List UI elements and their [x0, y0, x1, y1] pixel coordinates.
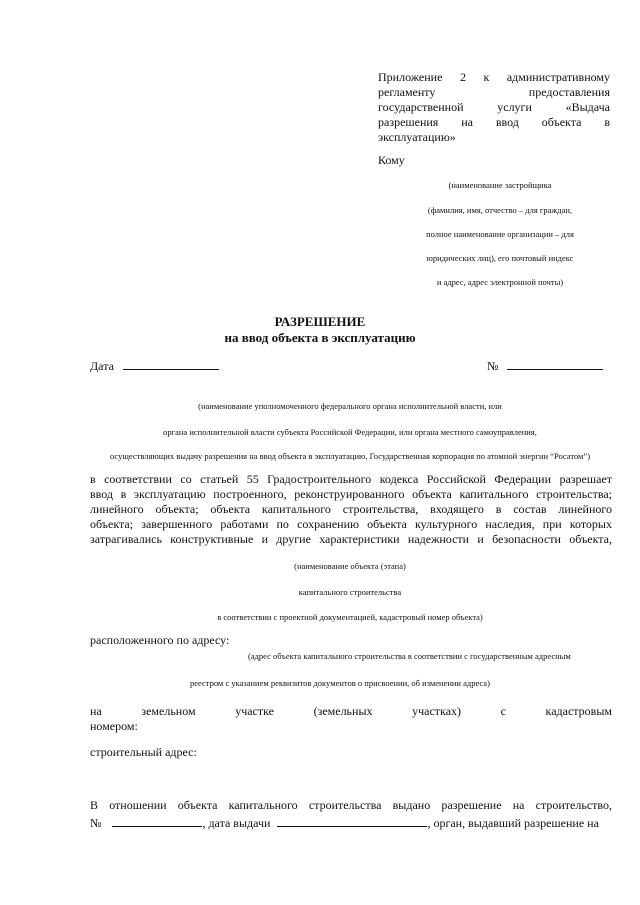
- authority-hint: органа исполнительной власти субъекта Российской Федерации, или органа местного самоуправления,: [163, 427, 537, 437]
- annex-line: эксплуатацию»: [378, 130, 456, 144]
- date-label: Дата: [90, 359, 114, 373]
- page-title: РАЗРЕШЕНИЕ: [274, 314, 366, 329]
- annex-line: регламенту предоставления: [378, 85, 610, 99]
- object-hint: (наименование объекта (этапа): [294, 561, 406, 571]
- object-hint: капитального строительства: [298, 587, 402, 597]
- authority-hint: (наименование уполномоченного федерального органа исполнительной власти, или: [198, 401, 502, 411]
- recipient-hint: юридических лиц), его почтовый индекс: [426, 253, 574, 263]
- recipient-hint: полное наименование организации – для: [426, 229, 574, 239]
- authority-hint: осуществляющих выдачу разрешения на ввод объекта в эксплуатацию, Государственная корпорация по атомной энергии “Росатом”): [109, 451, 591, 461]
- recipient-hint: (фамилия, имя, отчество – для граждан,: [427, 205, 573, 215]
- annex-block: [378, 70, 610, 145]
- land-line-2: номером:: [90, 719, 138, 733]
- recipient-hint: (наименование застройщика: [448, 180, 552, 190]
- issue-number-field[interactable]: [112, 814, 202, 827]
- page-subtitle: на ввод объекта в эксплуатацию: [224, 330, 416, 345]
- number-label: №: [487, 359, 499, 373]
- issue-date-field[interactable]: [277, 814, 427, 827]
- issue-org-label: , орган, выдавший разрешение на: [427, 816, 599, 830]
- issue-row: [90, 814, 620, 831]
- annex-line: Приложение 2 к административному: [378, 70, 610, 84]
- address-hint: (адрес объекта капитального строительства в соответствии с государственным адресным: [248, 651, 571, 661]
- date-field[interactable]: [123, 357, 219, 370]
- permit-paragraph: [90, 472, 612, 547]
- issue-number-label: №: [90, 816, 102, 830]
- number-row: [487, 357, 603, 374]
- recipient-hint: и адрес, адрес электронной почты): [436, 277, 564, 287]
- land-line: на земельном участке (земельных участках) с кадастровым: [90, 704, 612, 718]
- permit-line: затрагивались конструктивные и другие характеристики надежности и безопасности объекта,: [90, 532, 612, 546]
- annex-line: разрешения на ввод объекта в: [378, 115, 610, 129]
- date-row: [90, 357, 219, 374]
- address-label: расположенного по адресу:: [90, 633, 230, 647]
- address-hint: реестром с указанием реквизитов документов о присвоении, об изменении адреса): [190, 678, 490, 688]
- issue-date-label: , дата выдачи: [202, 816, 271, 830]
- permit-line: линейного объекта; объекта капитального строительства, входящего в состав линейного: [90, 502, 612, 516]
- object-hint: в соответствии с проектной документацией, кадастровый номер объекта): [217, 612, 483, 622]
- number-field[interactable]: [507, 357, 603, 370]
- permit-line: ввод в эксплуатацию построенного, реконструированного объекта капитального строительства;: [90, 487, 612, 501]
- relation-line: В отношении объекта капитального строительства выдано разрешение на строительство,: [90, 798, 612, 812]
- permit-line: в соответствии со статьей 55 Градостроительного кодекса Российской Федерации разрешает: [90, 472, 612, 486]
- permit-line: объекта; завершенного работами по сохранению объекта культурного наследия, при которых: [90, 517, 612, 531]
- to-label: Кому: [378, 153, 405, 167]
- annex-line: государственной услуги «Выдача: [378, 100, 610, 114]
- construction-address-label: строительный адрес:: [90, 745, 197, 759]
